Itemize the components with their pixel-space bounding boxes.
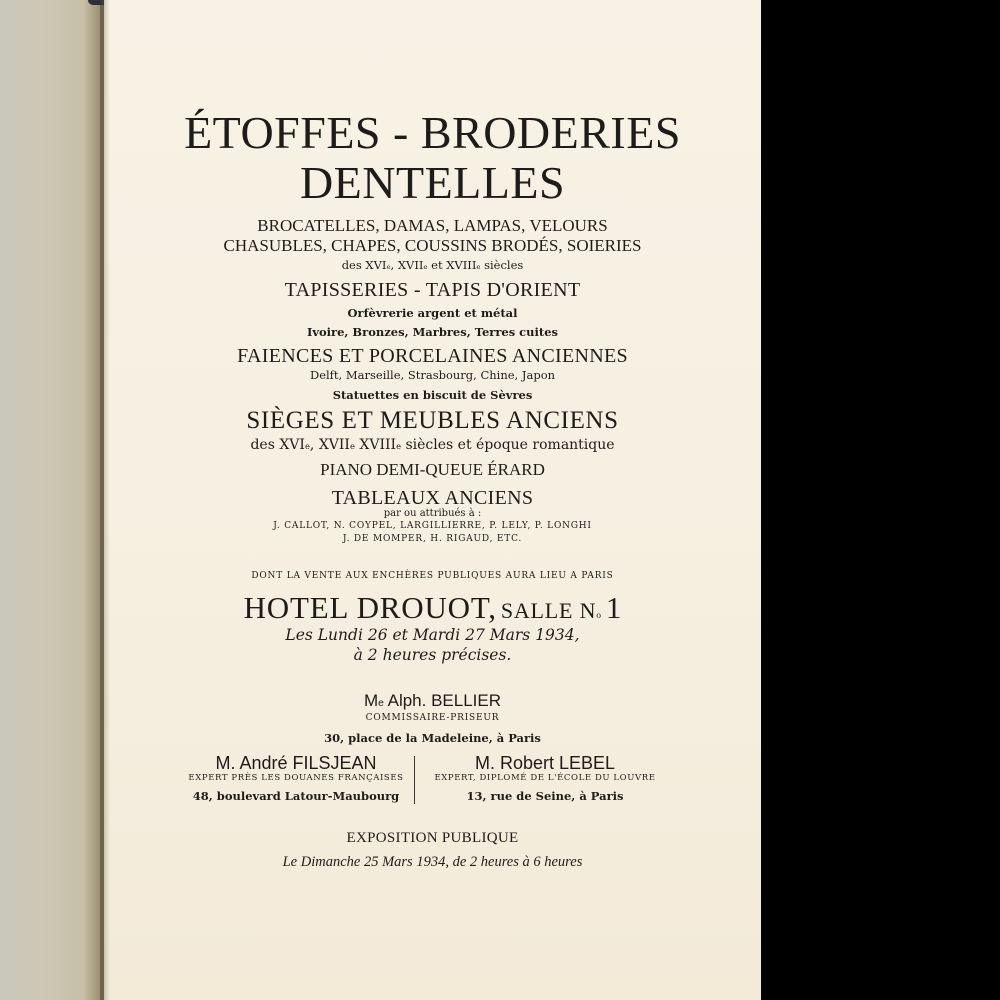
title-line-1: ÉTOFFES - BRODERIES	[184, 107, 681, 158]
exhibition-date: Le Dimanche 25 Mars 1934, de 2 heures à 6 heures	[282, 854, 583, 870]
artists-line-2: J. DE MOMPER, H. RIGAUD, ETC.	[342, 534, 523, 544]
textiles-line-1: BROCATELLES, DAMAS, LAMPAS, VELOURS	[257, 216, 608, 235]
textiles-line-2: CHASUBLES, CHAPES, COUSSINS BRODÉS, SOIERIES	[223, 236, 642, 255]
ordinal-sup: e	[386, 263, 391, 271]
sale-dates: Les Lundi 26 et Mardi 27 Mars 1934,	[285, 626, 580, 644]
piano-line: PIANO DEMI-QUEUE ÉRARD	[320, 460, 545, 479]
ordinal-sup: e	[476, 263, 481, 271]
ivory-line: Ivoire, Bronzes, Marbres, Terres cuites	[306, 325, 559, 339]
sale-intro: DONT LA VENTE AUX ENCHÈRES PUBLIQUES AURA LIEU A PARIS	[251, 571, 614, 581]
textiles-centuries	[104, 258, 761, 272]
auctioneer-address: 30, place de la Madeleine, à Paris	[324, 731, 541, 745]
venue-salle-sup: o	[596, 610, 602, 621]
centuries-text: XVIII	[354, 437, 397, 453]
furniture-centuries	[104, 437, 761, 454]
centuries-text: , XVII	[390, 258, 424, 272]
venue-line	[104, 590, 761, 626]
experts-divider	[414, 756, 415, 804]
centuries-text: des XVI	[250, 437, 305, 453]
auctioneer-prefix: M	[363, 691, 379, 710]
faience-heading: FAIENCES ET PORCELAINES ANCIENNES	[237, 345, 628, 367]
expert-2-address: 13, rue de Seine, à Paris	[466, 789, 624, 803]
faience-origins: Delft, Marseille, Strasbourg, Chine, Japon	[309, 368, 556, 382]
title-line-2: DENTELLES	[299, 157, 566, 208]
auctioneer-fullname: Alph. BELLIER	[383, 691, 502, 710]
venue-salle: SALLE N	[500, 598, 597, 623]
venue-name: HOTEL DROUOT,	[243, 590, 497, 625]
goldsmith-line: Orfèvrerie argent et métal	[347, 306, 518, 320]
expert-1-address: 48, boulevard Latour-Maubourg	[192, 789, 400, 803]
auctioneer-name	[104, 691, 761, 711]
paintings-heading: TABLEAUX ANCIENS	[331, 487, 534, 509]
ordinal-sup: e	[423, 263, 428, 271]
ordinal-sup: e	[304, 441, 310, 451]
gutter-shadow	[100, 0, 110, 1000]
centuries-text: siècles et époque romantique	[401, 437, 615, 453]
expert-1-name: M. André FILSJEAN	[215, 753, 377, 773]
exhibition-heading: EXPOSITION PUBLIQUE	[346, 830, 519, 846]
auctioneer-title: COMMISSAIRE-PRISEUR	[365, 713, 500, 723]
auctioneer-prefix-sup: e	[378, 698, 384, 709]
ordinal-sup: e	[396, 441, 402, 451]
catalogue-title-page	[104, 0, 761, 1000]
expert-2-name: M. Robert LEBEL	[474, 753, 616, 773]
left-page-edge	[0, 0, 104, 1000]
expert-2-title: EXPERT, DIPLOMÉ DE L'ÉCOLE DU LOUVRE	[434, 773, 656, 783]
centuries-text: et XVIII	[427, 258, 477, 272]
sale-time: à 2 heures précises.	[353, 646, 512, 664]
paintings-attribution: par ou attribués à :	[383, 508, 482, 519]
artists-line-1: J. CALLOT, N. COYPEL, LARGILLIERRE, P. LELY, P. LONGHI	[273, 521, 592, 531]
statuettes-line: Statuettes en biscuit de Sèvres	[332, 388, 533, 402]
centuries-text: siècles	[480, 258, 524, 272]
venue-number: 1	[605, 590, 622, 625]
centuries-text: , XVII	[309, 437, 350, 453]
ordinal-sup: e	[349, 441, 355, 451]
furniture-heading: SIÈGES ET MEUBLES ANCIENS	[246, 407, 619, 434]
tapestries-heading: TAPISSERIES - TAPIS D'ORIENT	[284, 279, 581, 301]
expert-1-title: EXPERT PRÈS LES DOUANES FRANÇAISES	[188, 773, 404, 783]
centuries-text: des XVI	[341, 258, 387, 272]
